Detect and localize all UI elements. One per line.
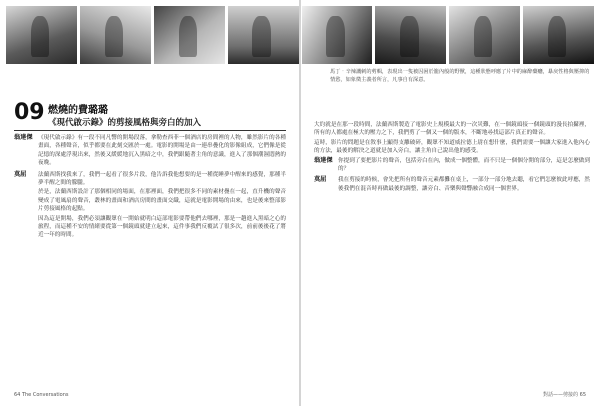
film-still [6, 6, 77, 64]
chapter-subtitle: 《現代啟示錄》的剪接風格與旁白的加入 [48, 118, 202, 128]
dialogue-block [14, 171, 286, 241]
paragraph: 因為這是開場，我們必須讓觀眾在一開始就明白這部電影要帶他們去哪裡，那是一趟進入黑暗之心的旅程，而這種不安的情緒要從第一個鏡頭就建立起來，這件事我們反覆試了很多次，前前後後花了將近一年的時間。 [38, 215, 286, 239]
right-column [314, 121, 590, 196]
film-still [375, 6, 446, 64]
paragraph: 大約就是在那一段時間，法蘭西斯製造了電影史上規模最大的一次災難，在一個鏡頭接一個鏡頭的漫長拍攝裡，所有的人都處在極大的壓力之下，我們剪了一個又一個的版本，不斷地尋找這部片真正的聲音。 [314, 122, 590, 137]
paragraph: 我在剪接的時候，會先把所有的聲音元素都攤在桌上，一部分一部分地去聽，看它們怎麼彼此呼應，然後我們在混音時再做最後的調整，讓旁白、音樂與聲響融合成同一個世界。 [338, 177, 590, 192]
film-caption: 馬丁‧辛辣譏刺的剪輯，表現出一隻被囚困於籠內般的野獸，這種狀態呼應了片中的麻醉藥癮，暴戾性格與壓抑的情慾，如象徵主義者所言，凡事自有深意。 [330, 69, 590, 83]
speaker-label: 翁達傑 [314, 156, 333, 164]
paragraph: 於是，法蘭西斯設計了那個相同的場面，在那裡面，我們把很多不同的素材疊在一起，直升機的聲音變成了電風扇的聲音，叢林的畫面和酒店房間的畫面交織，這就是電影開場的由來，也是後來整部影片剪接風格的起點。 [38, 189, 286, 213]
dialogue-text [338, 176, 590, 194]
page-folio-left: 64 The Conversations [14, 392, 69, 398]
dialogue-text [338, 157, 590, 175]
paragraph: 《現代啟示錄》有一段不同凡響的開場段落，拿勒查西菲一個酒店的房間裡的人物，雖然影片的各種畫面，各種聲音，似乎都要在此刻交匯於一處。電影的開場是由一連串疊化的影像組成，它們像是從記憶的深處浮現出來，然後又緩緩地沉入黑暗之中，我們跟隨著主角的意識，進入了那個潮濕悶熱的夜晚。 [38, 135, 286, 167]
film-still [302, 6, 373, 64]
chapter-number: 09 [14, 100, 45, 125]
page-gutter [299, 0, 301, 406]
film-still [228, 6, 299, 64]
paragraph: 法蘭西斯找我來了，我們一起看了很多片段，他告訴我他想要的是一種從睡夢中醒來的感覺，那種半夢半醒之間的朦朧。 [38, 171, 286, 187]
paragraph: 你提到了要把影片的聲音，包括旁白在內，做成一個整體，而不只是一個個分開的部分，這是怎麼做到的？ [338, 157, 590, 173]
page-folio-right: 對話——剪接的 65 [543, 392, 586, 398]
dialogue-block [14, 134, 286, 169]
film-still [80, 6, 151, 64]
dialogue-text [38, 134, 286, 169]
speaker-label: 翁達傑 [14, 134, 33, 141]
heading-rule [14, 130, 286, 131]
paragraph: 這時，影片的問題是在敘事上顯得支離破碎，觀眾不知道威拉德上尉在想什麼，我們需要一個讓大家進入他內心的方法，最後的解決之道就是加入旁白，讓主角自己說出他的感受。 [314, 139, 590, 155]
dialogue-block [314, 157, 590, 175]
speaker-label: 莫屈 [14, 170, 27, 178]
dialogue-text [38, 171, 286, 241]
film-still [449, 6, 520, 64]
speaker-label: 莫屈 [314, 176, 327, 184]
chapter-title: 燃燒的費璐璐 [48, 105, 108, 116]
film-still [154, 6, 225, 64]
film-still [523, 6, 594, 64]
left-column [14, 134, 286, 243]
dialogue-block [314, 176, 590, 194]
